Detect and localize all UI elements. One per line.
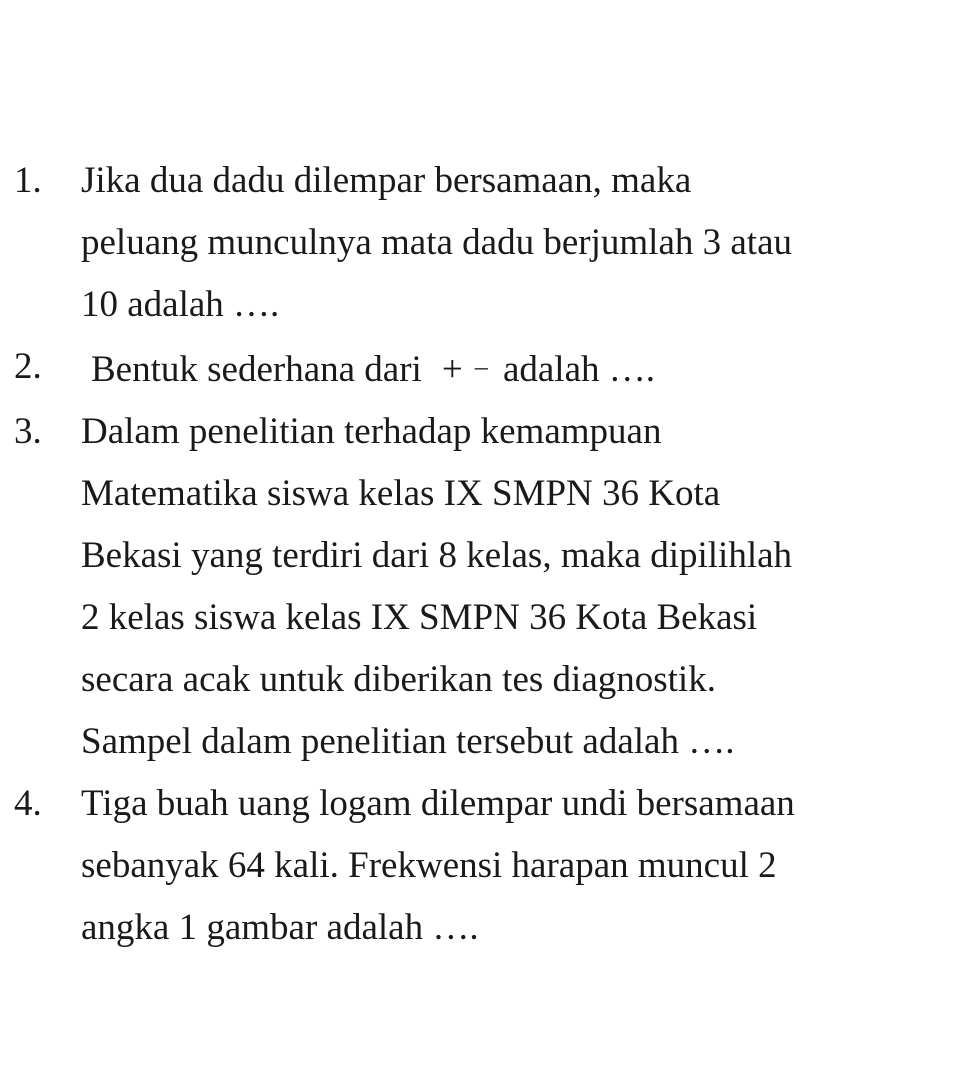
question-text-line: Tiga buah uang logam dilempar undi bersamaan: [81, 783, 795, 824]
question-text-prefix: Bentuk sederhana dari: [91, 349, 422, 390]
question-text-line: Matematika siswa kelas IX SMPN 36 Kota: [81, 473, 721, 514]
question-text-line: secara acak untuk diberikan tes diagnostik.: [81, 659, 716, 700]
question-4: [0, 773, 973, 959]
question-2: [0, 336, 973, 401]
question-text-line: Sampel dalam penelitian tersebut adalah ….: [81, 721, 735, 762]
minus-operator: –: [474, 352, 488, 381]
question-text-line: peluang munculnya mata dadu berjumlah 3 atau: [81, 222, 792, 263]
question-text-line: angka 1 gambar adalah ….: [81, 907, 479, 948]
question-text-line: sebanyak 64 kali. Frekwensi harapan muncul 2: [81, 845, 777, 886]
question-3: [0, 401, 973, 773]
question-number: 2.: [14, 346, 42, 387]
question-list: [0, 150, 973, 959]
plus-operator: +: [441, 349, 463, 390]
question-number: 4.: [14, 783, 42, 824]
question-number: 1.: [14, 160, 42, 201]
question-text-line: 2 kelas siswa kelas IX SMPN 36 Kota Bekasi: [81, 597, 758, 638]
question-text-line: 10 adalah ….: [81, 284, 280, 325]
question-text-line: [81, 336, 953, 401]
question-text-line: Bekasi yang terdiri dari 8 kelas, maka dipilihlah: [81, 535, 793, 576]
question-number: 3.: [14, 411, 42, 452]
question-text-line: Dalam penelitian terhadap kemampuan: [81, 411, 662, 452]
question-1: [0, 150, 973, 336]
question-text-suffix: adalah ….: [502, 349, 655, 390]
question-text-line: Jika dua dadu dilempar bersamaan, maka: [81, 160, 692, 201]
